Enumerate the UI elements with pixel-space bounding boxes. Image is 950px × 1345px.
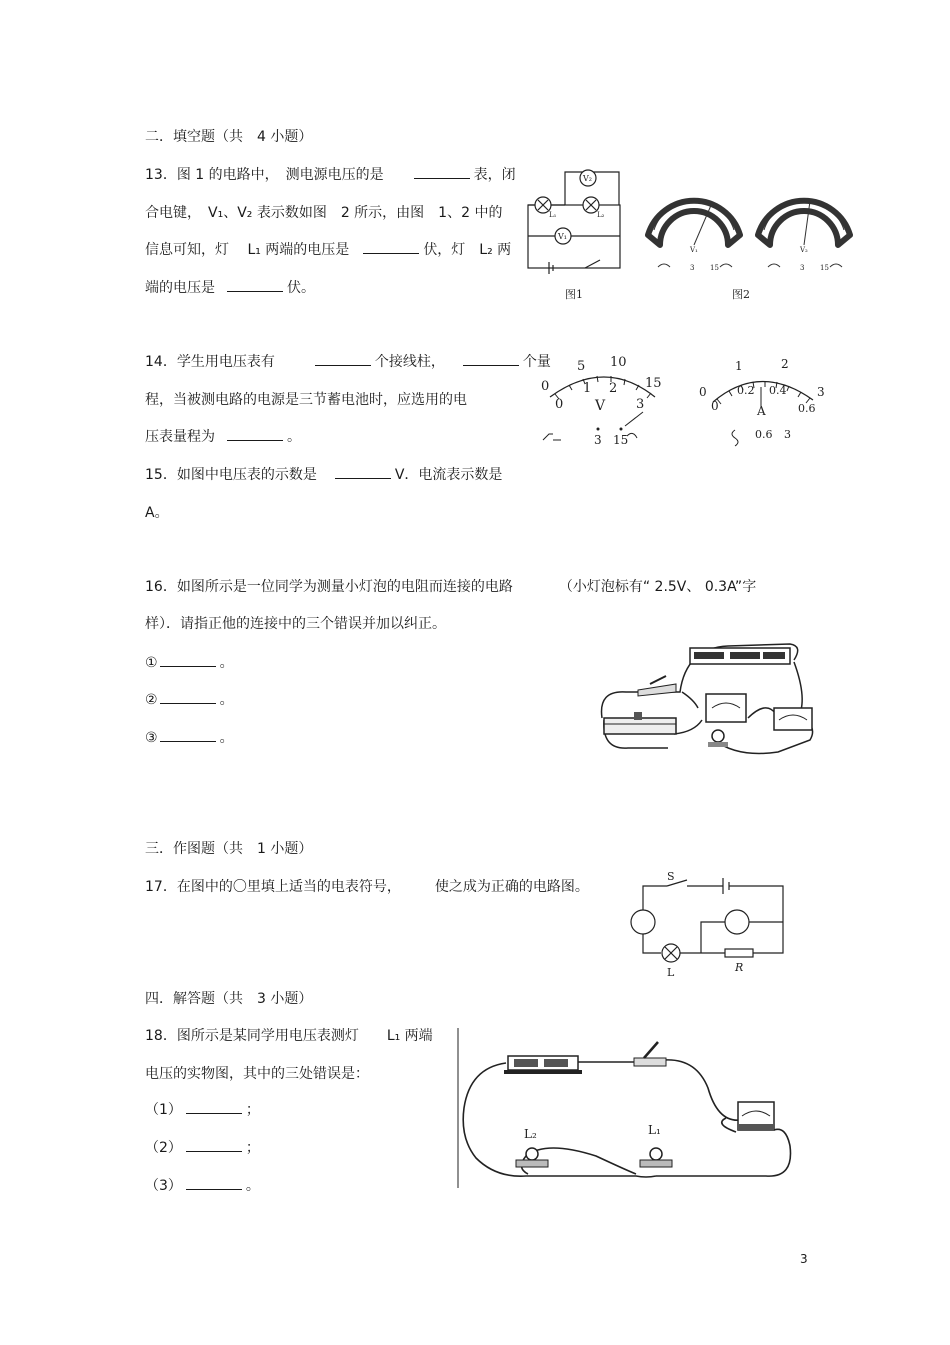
v-top-15: 15 [645,376,662,391]
a-term-3: 3 [784,428,791,441]
q17-text-b: 使之成为正确的电路图。 [434,879,589,895]
q18-item-3 [145,1175,260,1195]
q15-line1 [145,464,502,484]
dial2-terminal-15: 15 [820,264,829,272]
answer-blank[interactable] [363,239,419,254]
ammeter-dial [695,352,835,457]
bulb-l2 [526,1148,538,1160]
q16-item-marker: ② [145,692,158,708]
q13-text-f: 伏。 [287,280,315,296]
a-bot-06: 0.6 [798,402,816,415]
v-bot-0: 0 [555,397,564,412]
lamp-label: L [667,966,675,979]
knife-switch [634,1058,666,1066]
q13-text-d: 伏，灯 L₂ 两 [423,242,512,258]
answer-blank[interactable] [160,689,216,704]
q16-circuit-photo [598,640,818,760]
q14-line3 [145,426,301,446]
q15-line2: A。 [145,505,169,521]
q14-line2: 程，当被测电路的电源是三节蓄电池时，应选用的电 [145,392,467,408]
answer-blank[interactable] [227,277,283,292]
q16-item-2 [145,689,234,709]
fig2-caption: 图2 [732,288,750,301]
answer-blank[interactable] [414,164,470,179]
answer-blank[interactable] [186,1099,242,1114]
dial1-terminal-3: 3 [690,264,695,272]
a-bot-04: 0.4 [769,384,787,397]
q13-text-c: 信息可知，灯 L₁ 两端的电压是 [145,242,350,258]
q18-line1: 18．图所示是某同学用电压表测灯 L₁ 两端 [145,1028,433,1044]
q18-item-marker: （3） [145,1178,182,1194]
q13-line2: 合电键， V₁、V₂ 表示数如图 2 所示，由图 1、2 中的 [145,205,503,221]
a-bot-0: 0 [711,399,719,413]
q18-item-end: ； [245,1102,260,1118]
answer-blank[interactable] [160,652,216,667]
q16-line1 [145,576,756,596]
v-bot-3: 3 [636,397,645,412]
fig1-caption: 图1 [565,288,583,301]
q14-line1 [145,351,551,371]
q16-item-end: 。 [219,692,234,708]
dial2-label: V₂ [800,246,808,254]
v-top-5: 5 [577,359,586,374]
answer-blank[interactable] [463,351,519,366]
voltmeter-v2-label: V₂ [583,174,592,183]
q15-text-b: V．电流表示数是 [394,467,503,483]
bulb-l1 [650,1148,662,1160]
q18-item-2 [145,1137,260,1157]
q16-item-1 [145,652,234,672]
lamp-l2-label: L₂ [597,211,605,219]
resistor-label: R [735,961,744,974]
section-heading-answer: 四．解答题（共 3 小题） [145,991,313,1007]
answer-blank[interactable] [335,464,391,479]
a-top-0: 0 [699,385,707,399]
q13-text-e: 端的电压是 [145,280,215,296]
q17-circuit-diagram [625,872,790,982]
switch-label: S [667,870,675,883]
a-unit: A [757,404,766,418]
a-term-06: 0.6 [755,428,773,441]
page-number: 3 [800,1252,808,1266]
lamp-l1-label: L₁ [648,1123,661,1137]
q16-text-b: （小灯泡标有“ 2.5V、 0.3A”字 [558,579,757,595]
q14-text-b: 个接线柱， [374,354,445,370]
a-bot-02: 0.2 [737,384,755,397]
dial1-terminal-15: 15 [710,264,719,272]
v-top-10: 10 [610,355,627,370]
dial2-terminal-3: 3 [800,264,805,272]
v-top-0: 0 [541,379,550,394]
q18-item-1 [145,1099,260,1119]
q18-physical-circuit [456,1028,801,1198]
q13-circuit-figure [525,160,625,301]
q13-text-a: 13．图 1 的电路中， 测电源电压的是 [145,167,384,183]
answer-blank[interactable] [160,727,216,742]
a-top-1: 1 [735,359,743,373]
answer-blank[interactable] [186,1175,242,1190]
v-term-3: 3 [594,433,602,447]
answer-blank[interactable] [186,1137,242,1152]
dial1-label: V₁ [690,246,698,254]
v-bot-2: 2 [609,381,618,396]
a-top-3: 3 [817,385,825,399]
q17-line1 [145,876,589,896]
q15-text-a: 15．如图中电压表的示数是 [145,467,317,483]
section-heading-fill: 二．填空题（共 4 小题） [145,129,313,145]
section-heading-draw: 三．作图题（共 1 小题） [145,841,313,857]
answer-blank[interactable] [315,351,371,366]
bulb [712,730,724,742]
q16-text-a: 16．如图所示是一位同学为测量小灯泡的电阻而连接的电路 [145,579,513,595]
voltmeter-v1-label: V₁ [558,232,567,241]
q13-text-b: 表，闭 [473,167,516,183]
v-unit: V [595,398,606,414]
rheostat [604,718,676,734]
q18-line2: 电压的实物图，其中的三处错误是： [145,1066,369,1082]
answer-blank[interactable] [227,426,283,441]
voltmeter-dial [535,352,675,457]
q13-meters-figure [640,185,850,305]
q18-item-end: 。 [245,1178,260,1194]
q14-text-c: 个量 [522,354,551,370]
lamp-l1-label: L₁ [549,211,557,219]
q16-item-marker: ③ [145,730,158,746]
q14-text-e: 。 [287,429,301,445]
q14-text-a: 14．学生用电压表有 [145,354,275,370]
v-bot-1: 1 [583,381,592,396]
q16-item-3 [145,727,234,747]
a-top-2: 2 [781,357,789,371]
q17-text-a: 17．在图中的〇里填上适当的电表符号， [145,879,401,895]
switch [638,684,676,696]
q13-line1 [145,164,516,184]
q16-item-marker: ① [145,655,158,671]
q13-line3 [145,239,511,259]
q13-line4 [145,277,315,297]
q16-line2: 样）．请指正他的连接中的三个错误并加以纠正。 [145,616,446,632]
v-term-15: 15 [613,433,629,447]
q18-item-marker: （1） [145,1102,182,1118]
lamp-l2-label: L₂ [524,1127,537,1141]
q16-item-end: 。 [219,655,234,671]
q14-text-d: 压表量程为 [145,429,215,445]
q18-item-marker: （2） [145,1140,182,1156]
q18-item-end: ； [245,1140,260,1156]
q16-item-end: 。 [219,730,234,746]
